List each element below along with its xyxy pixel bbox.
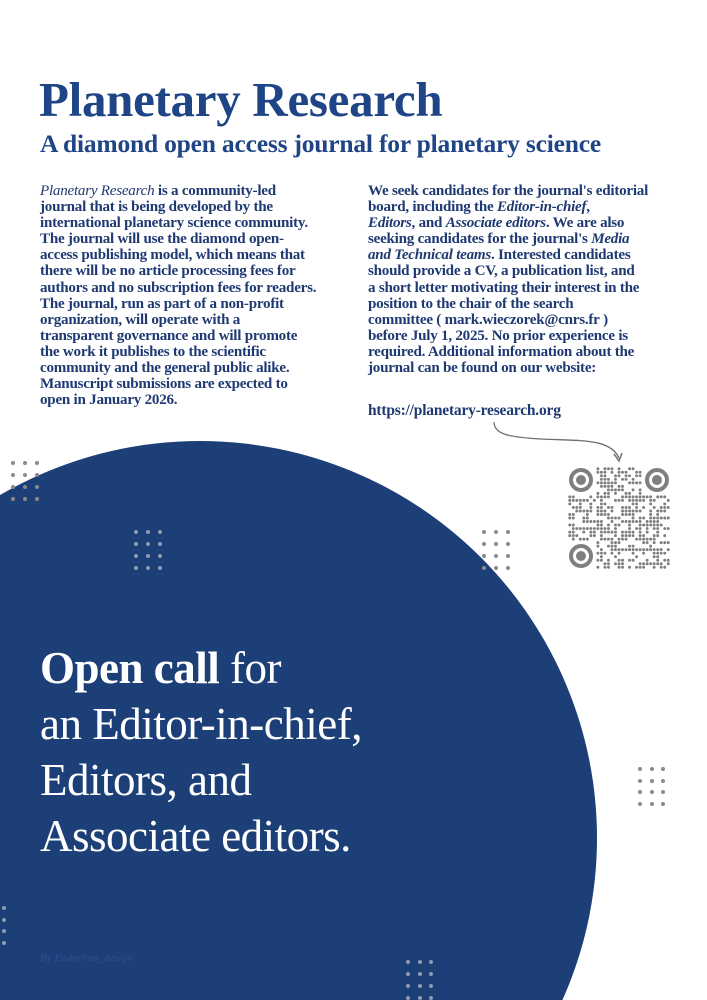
decorative-dot bbox=[506, 530, 510, 534]
decorative-dot bbox=[2, 929, 6, 933]
decorative-dot bbox=[35, 473, 39, 477]
decorative-dot bbox=[11, 473, 15, 477]
text-run: Planetary Research bbox=[40, 183, 155, 199]
headline-line-2: an Editor-in-chief, bbox=[40, 699, 362, 749]
text-run: open in January 2026. bbox=[40, 392, 178, 409]
text-run: We seek candidates for the journal's editorial bbox=[368, 183, 649, 199]
text-run: The journal, run as part of a non-profit bbox=[40, 295, 284, 312]
headline-line-4: Associate editors. bbox=[40, 811, 351, 861]
decorative-dot bbox=[2, 906, 6, 910]
decorative-dot bbox=[482, 566, 486, 570]
decorative-dot bbox=[158, 554, 162, 558]
contact-email-link[interactable]: mark.wieczorek@cnrs.fr bbox=[444, 311, 600, 328]
text-line bbox=[368, 328, 673, 344]
decorative-dot bbox=[494, 554, 498, 558]
open-call-headline bbox=[40, 640, 362, 864]
decorative-dot bbox=[638, 779, 642, 783]
text-line bbox=[40, 247, 350, 263]
text-run: international planetary science community. bbox=[40, 215, 308, 232]
decorative-dot bbox=[650, 802, 654, 806]
text-line bbox=[368, 247, 673, 263]
text-line bbox=[40, 183, 350, 199]
text-line bbox=[40, 312, 350, 328]
text-run: position to the chair of the search bbox=[368, 295, 574, 312]
decorative-dot bbox=[638, 767, 642, 771]
decorative-dot bbox=[134, 566, 138, 570]
text-run: and Technical teams bbox=[368, 247, 491, 264]
text-run: Editor-in-chief bbox=[496, 199, 587, 216]
description-column bbox=[40, 183, 350, 408]
text-run: there will be no article processing fees for bbox=[40, 263, 296, 280]
text-run: access publishing model, which means that bbox=[40, 247, 305, 264]
decorative-dot bbox=[418, 960, 422, 964]
call-details-column bbox=[368, 183, 673, 376]
decorative-dot bbox=[638, 790, 642, 794]
text-run: is a community-led bbox=[154, 183, 276, 199]
decorative-dot bbox=[406, 972, 410, 976]
decorative-dot bbox=[406, 984, 410, 988]
journal-subtitle: A diamond open access journal for planetary science bbox=[40, 129, 601, 158]
decorative-dot bbox=[2, 941, 6, 945]
decorative-dot bbox=[418, 972, 422, 976]
decorative-dot bbox=[23, 485, 27, 489]
journal-title: Planetary Research bbox=[39, 72, 443, 127]
decorative-dot bbox=[494, 530, 498, 534]
text-line bbox=[368, 183, 673, 199]
text-line bbox=[40, 231, 350, 247]
text-line bbox=[368, 312, 673, 328]
text-run: . We are also bbox=[545, 215, 625, 232]
decorative-dot bbox=[146, 566, 150, 570]
decorative-dot bbox=[429, 960, 433, 964]
decorative-dot bbox=[134, 530, 138, 534]
headline-line-3: Editors, and bbox=[40, 755, 252, 805]
decorative-dot bbox=[158, 542, 162, 546]
decorative-dot bbox=[11, 497, 15, 501]
text-line bbox=[368, 344, 673, 360]
decorative-dot bbox=[146, 542, 150, 546]
decorative-dot bbox=[506, 566, 510, 570]
text-line bbox=[368, 296, 673, 312]
text-run: organization, will operate with a bbox=[40, 311, 241, 328]
text-line bbox=[40, 392, 350, 408]
text-run: Associate editors bbox=[445, 215, 546, 232]
decorative-dot bbox=[406, 960, 410, 964]
text-line bbox=[40, 199, 350, 215]
decorative-dot bbox=[35, 485, 39, 489]
text-run: board, including the bbox=[368, 199, 497, 216]
decorative-dot bbox=[23, 497, 27, 501]
decorative-dot bbox=[661, 802, 665, 806]
decorative-dot bbox=[482, 554, 486, 558]
decorative-dot bbox=[406, 996, 410, 1000]
text-run: Editors bbox=[368, 215, 412, 232]
decorative-dot bbox=[506, 554, 510, 558]
text-line bbox=[40, 344, 350, 360]
text-run: journal that is being developed by the bbox=[40, 199, 273, 216]
text-run: community and the general public alike. bbox=[40, 360, 290, 377]
curved-arrow-icon bbox=[480, 412, 630, 472]
decorative-dot bbox=[35, 497, 39, 501]
decorative-dot bbox=[158, 530, 162, 534]
text-run: , and bbox=[411, 215, 446, 232]
text-run: committee ( bbox=[368, 311, 445, 328]
designer-watermark: By Endorimo_design bbox=[40, 952, 133, 964]
text-line bbox=[368, 231, 673, 247]
text-line bbox=[40, 376, 350, 392]
text-line bbox=[40, 296, 350, 312]
text-run: . Interested candidates bbox=[491, 247, 631, 264]
decorative-dot bbox=[158, 566, 162, 570]
text-run: Manuscript submissions are expected to bbox=[40, 376, 288, 393]
text-line bbox=[368, 263, 673, 279]
decorative-dot bbox=[494, 566, 498, 570]
text-run: journal can be found on our website: bbox=[368, 360, 597, 377]
text-run: before July 1, 2025. No prior experience is bbox=[368, 327, 628, 344]
decorative-dot bbox=[429, 984, 433, 988]
text-run: required. Additional information about the bbox=[368, 343, 635, 360]
headline-open-call: Open call bbox=[40, 643, 220, 693]
decorative-dot bbox=[429, 972, 433, 976]
decorative-dot bbox=[134, 542, 138, 546]
text-run: The journal will use the diamond open- bbox=[40, 231, 284, 248]
text-run: the work it publishes to the scientific bbox=[40, 343, 266, 360]
text-line bbox=[368, 360, 673, 376]
decorative-dot bbox=[429, 996, 433, 1000]
decorative-dot bbox=[146, 554, 150, 558]
text-line bbox=[368, 215, 673, 231]
text-run: a short letter motivating their interest in the bbox=[368, 279, 640, 296]
decorative-dot bbox=[11, 461, 15, 465]
headline-for: for bbox=[219, 643, 281, 693]
decorative-dot bbox=[482, 530, 486, 534]
text-run: Media bbox=[591, 231, 630, 248]
text-run: , bbox=[586, 199, 590, 216]
text-line bbox=[40, 328, 350, 344]
text-run: authors and no subscription fees for readers. bbox=[40, 279, 317, 296]
decorative-dot bbox=[661, 767, 665, 771]
decorative-dot bbox=[35, 461, 39, 465]
decorative-dot bbox=[146, 530, 150, 534]
text-line bbox=[40, 280, 350, 296]
headline-line-1 bbox=[40, 640, 362, 696]
decorative-dot bbox=[23, 473, 27, 477]
decorative-dot bbox=[418, 984, 422, 988]
text-line bbox=[40, 360, 350, 376]
decorative-dot bbox=[2, 918, 6, 922]
text-run: seeking candidates for the journal's bbox=[368, 231, 592, 248]
decorative-dot bbox=[661, 779, 665, 783]
decorative-dot bbox=[482, 542, 486, 546]
text-line bbox=[40, 215, 350, 231]
text-run: transparent governance and will promote bbox=[40, 327, 298, 344]
decorative-dot bbox=[661, 790, 665, 794]
decorative-dot bbox=[418, 996, 422, 1000]
decorative-dot bbox=[506, 542, 510, 546]
decorative-dot bbox=[134, 554, 138, 558]
decorative-dot bbox=[494, 542, 498, 546]
decorative-dot bbox=[11, 485, 15, 489]
text-line bbox=[40, 263, 350, 279]
qr-code-icon[interactable] bbox=[568, 467, 670, 569]
text-run: should provide a CV, a publication list, and bbox=[368, 263, 635, 280]
decorative-dot bbox=[650, 779, 654, 783]
text-run: ) bbox=[599, 311, 608, 328]
text-line bbox=[368, 199, 673, 215]
decorative-dot bbox=[650, 790, 654, 794]
decorative-dot bbox=[23, 461, 27, 465]
text-line bbox=[368, 280, 673, 296]
decorative-dot bbox=[638, 802, 642, 806]
website-link[interactable]: https://planetary-research.org bbox=[368, 402, 561, 419]
decorative-dot bbox=[650, 767, 654, 771]
